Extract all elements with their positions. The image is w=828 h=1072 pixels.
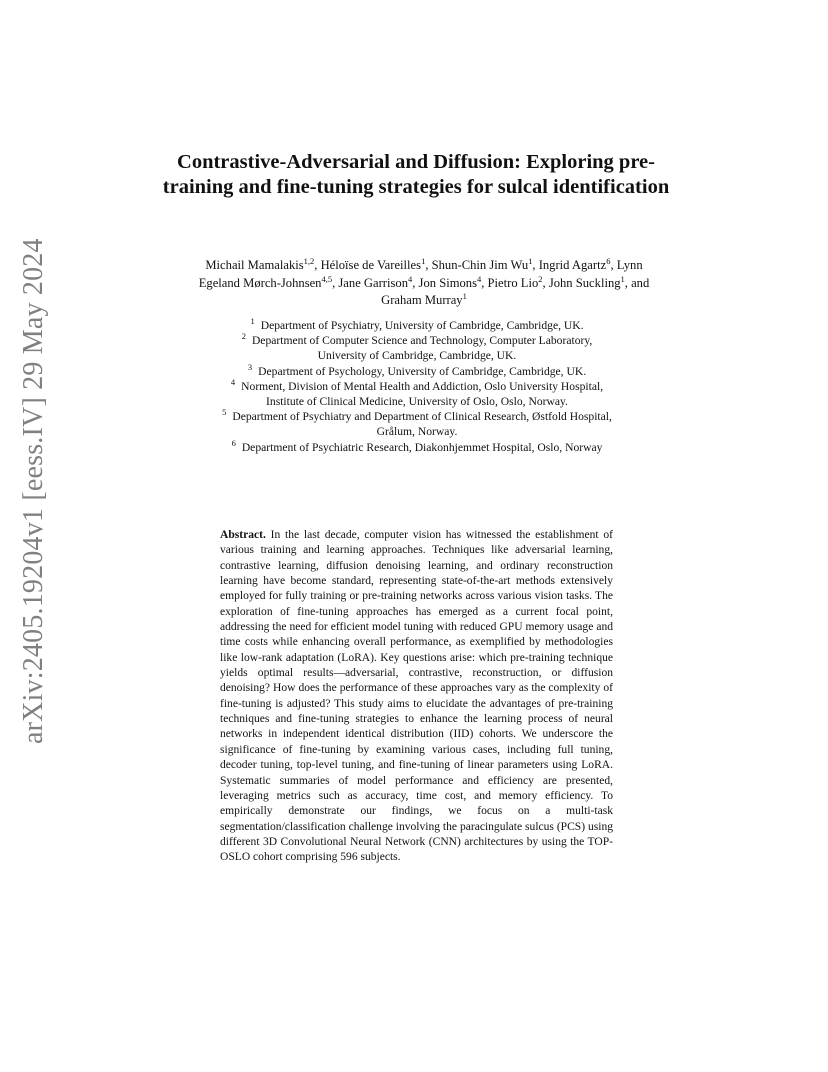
affiliation-text: Department of Psychiatric Research, Diakonhjemmet Hospital, Oslo, Norway	[241, 440, 603, 454]
affiliation-line	[172, 437, 662, 455]
author-name: Jane Garrison	[338, 275, 408, 290]
author-affiliation-mark: 4	[476, 273, 482, 284]
author-separator: ,	[314, 258, 321, 272]
affiliation-number: 6	[231, 437, 236, 448]
author-separator: ,	[542, 275, 549, 290]
affiliation-text: Department of Computer Science and Technology, Computer Laboratory,	[251, 334, 593, 348]
affiliation-text: Department of Psychology, University of Cambridge, Cambridge, UK.	[258, 364, 587, 378]
arxiv-identifier-stamp: arXiv:2405.19204v1 [eess.IV] 29 May 2024	[18, 238, 49, 744]
author-separator: , and	[624, 275, 650, 290]
author-affiliation-mark: 4	[408, 273, 413, 284]
author-name: Graham Murray	[381, 293, 463, 307]
paper-title: Contrastive-Adversarial and Diffusion: Exploring pre-training and fine-tuning strategies for sulcal identification	[162, 151, 670, 198]
abstract-body: In the last decade, computer vision has witnessed the establishment of various training and learning approaches. Techniques like adversarial learning, contrastive learning, diffusion denoising learning, and ordinary reconstruction learning have become standard, representing state-of-the-art methods extensively employed for fully training or pre-training networks across various vision tasks. The exploration of fine-tuning approaches has emerged as a current focal point, addressing the need for efficient model tuning with reduced GPU memory usage and time costs while enhancing overall performance, as exemplified by methodologies like low-rank adaptation (LoRA). Key questions arise: which pre-training technique yields optimal results—adversarial, contrastive, reconstruction, or diffusion denoising? How does the performance of these approaches vary as the complexity of fine-tuning is adjusted? This study aims to elucidate the advantages of pre-training techniques and fine-tuning strategies to enhance the learning process of neural networks in independent identical distribution (IID) cohorts. We underscore the significance of fine-tuning by examining various cases, including full tuning, decoder tuning, top-level tuning, and fine-tuning of linear parameters using LoRA. Systematic summaries of model performance and efficiency are presented, leveraging metrics such as accuracy, time cost, and memory efficiency. To empirically demonstrate our findings, we focus on a multi-task segmentation/classification challenge involving the paracingulate sulcus (PCS) using different 3D Convolutional Neural Network (CNN) architectures by using the TOP-OSLO cohort comprising 596 subjects.	[220, 529, 613, 864]
author-separator: ,	[481, 275, 488, 290]
author-affiliation-mark: 1	[462, 291, 467, 301]
author-name: John Suckling	[548, 275, 621, 290]
author-affiliation-mark: 4,5	[321, 273, 333, 284]
author-name: Jon Simons	[418, 275, 477, 290]
author-affiliation-mark: 1	[620, 273, 625, 284]
author-list	[198, 257, 650, 310]
abstract-heading: Abstract.	[220, 529, 266, 541]
affiliation-text: Department of Psychiatry, University of Cambridge, Cambridge, UK.	[260, 319, 584, 332]
affiliation-list	[172, 318, 662, 455]
affiliation-number: 1	[250, 316, 255, 326]
author-separator: ,	[532, 258, 539, 272]
author-name: Michail Mamalakis	[205, 258, 304, 272]
author-separator: ,	[425, 258, 432, 272]
affiliation-number: 3	[247, 361, 253, 372]
author-separator: ,	[412, 275, 419, 290]
author-affiliation-mark: 2	[538, 273, 543, 284]
author-affiliation-mark: 1	[528, 256, 533, 266]
author-name: Lynn Egeland Mørch-Johnsen	[198, 258, 643, 290]
affiliation-text: Institute of Clinical Medicine, University of Oslo, Oslo, Norway.	[266, 395, 568, 409]
affiliation-line	[172, 409, 662, 424]
affiliation-text: University of Cambridge, Cambridge, UK.	[317, 349, 517, 363]
affiliation-line	[172, 376, 662, 394]
affiliation-number: 5	[222, 407, 227, 418]
affiliation-text: Norment, Division of Mental Health and Addiction, Oslo University Hospital,	[241, 379, 604, 393]
author-separator: ,	[332, 275, 339, 290]
author-separator: ,	[610, 258, 617, 272]
affiliation-line	[172, 333, 662, 348]
author-affiliation-mark: 1	[421, 256, 426, 266]
affiliation-line	[172, 361, 662, 379]
author-name: Héloïse de Vareilles	[320, 258, 422, 272]
affiliation-line	[172, 424, 662, 439]
affiliation-line	[172, 394, 662, 409]
author-affiliation-mark: 1,2	[303, 256, 315, 266]
author-affiliation-mark: 6	[606, 256, 611, 266]
author-name: Shun-Chin Jim Wu	[431, 258, 529, 272]
affiliation-text: Grålum, Norway.	[376, 425, 458, 439]
abstract-section	[220, 528, 613, 866]
affiliation-number: 4	[230, 376, 236, 387]
author-name: Pietro Lio	[487, 275, 539, 290]
affiliation-text: Department of Psychiatry and Department of Clinical Research, Østfold Hospital,	[232, 410, 612, 424]
affiliation-line	[172, 348, 662, 363]
author-name: Ingrid Agartz	[538, 258, 607, 272]
affiliation-number: 2	[241, 331, 246, 342]
